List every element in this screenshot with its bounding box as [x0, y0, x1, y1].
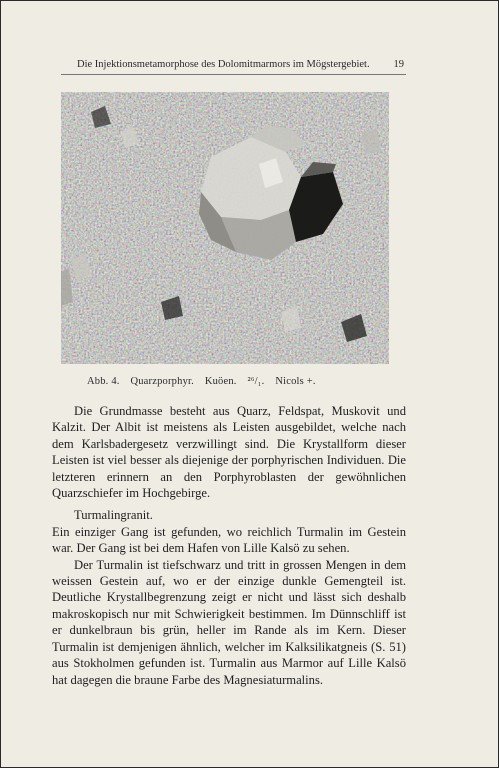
paragraph-grundmasse: Die Grundmasse besteht aus Quarz, Feldspat, Muskovit und Kalzit. Der Albit ist meistens als Leisten ausgebildet, welche nach dem Karlsbadergesetz verzwillingt sind. Die Krystallform dieser Leisten ist viel besser als diejenige der porphyrischen Individuen. Die letzteren erinnern an den Porphyroblasten der gewöhnlichen Quarzschiefer im Hochgebirge. [52, 404, 406, 501]
caption-label: Abb. 4. [87, 376, 120, 387]
paragraph-gang: Ein einziger Gang ist gefunden, wo reichlich Turmalin im Gestein war. Der Gang ist bei dem Hafen von Lille Kalsö zu sehen. [52, 524, 406, 556]
caption-subject: Quarzporphyr. [130, 376, 194, 387]
figure-caption [87, 376, 324, 387]
paragraph-turmalin: Der Turmalin ist tiefschwarz und tritt in grossen Mengen in dem weissen Gestein auf, wo er der einzige dunkle Gemengteil ist. Deutliche Krystallbegrenzung zeigt er nicht und lässt sich deshalb makroskopisch nur mit Schwierigkeit bestimmen. Im Dünnschliff ist er dunkelbraun bis grün, heller im Rande als im Kern. Dieser Turmalin ist demjenigen ähnlich, welcher im Kalksilikatgneis (S. 51) aus Stokholmen gefunden ist. Turmalin aus Marmor auf Lille Kalsö hat dagegen die braune Farbe des Magnesiaturmalins. [52, 557, 406, 687]
caption-nicols: Nicols +. [275, 376, 316, 387]
running-title: Die Injektionsmetamorphose des Dolomitmarmors im Mögstergebiet. [77, 59, 370, 70]
header-rule [61, 74, 406, 75]
micrograph-image [61, 92, 389, 364]
caption-location: Kuöen. [204, 376, 237, 387]
micrograph-figure [61, 92, 389, 364]
body-text [52, 403, 406, 688]
section-heading: Turmalingranit. [74, 508, 153, 523]
caption-magnification: ²⁶/₁. [247, 376, 265, 387]
page-number: 19 [393, 59, 404, 70]
